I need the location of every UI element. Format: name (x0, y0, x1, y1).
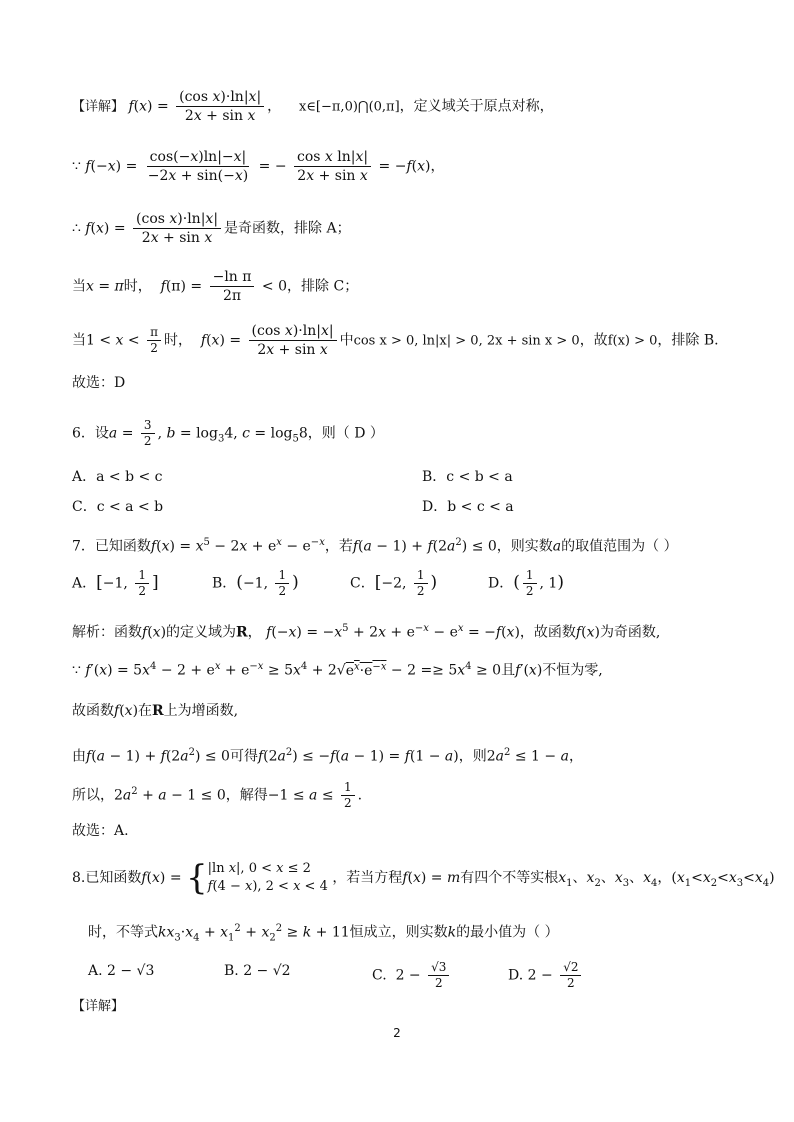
analysis-line-1: 解析：函数f(x)的定义域为R， $f(-x) = -x^5 + 2x + e^{-x} - e^x = -f(x)$，故函数f(x)为奇函数, (72, 623, 661, 641)
option-b[interactable]: B. 2 − √2 (224, 963, 291, 979)
fraction: $\frac{\text{(cos x)·ln|x|}}{\text{2x + sin x}}$ (176, 88, 264, 125)
detail-line-2: ∵ f(−x) = $\frac{\cos(-x)\ln|-x|}{-2x + \sin(-x)}$ = − $\frac{\text{cos x ln|x|}}{\text{2x + sin x}}$ = −f(x)， (72, 149, 445, 184)
question-7-stem: 7．已知函数$f(x) = x^5 - 2x + e^x - e^{-x}$，若$f(a - 1) + f(2a^2) \le 0$，则实数a的取值范围为（ ） (72, 537, 678, 555)
detail-label-2: 【详解】 (72, 999, 125, 1014)
answer-q5: 故选：D (72, 375, 126, 391)
detail-line-5: 当1 < x < $\frac{\pi}{2}$ 时， f(x) = $\frac{\text{(cos x)·ln|x|}}{\text{2x + sin x}}$ 中cos x > 0, ln|x| > 0, 2x + sin x > 0，故f(x) > 0，排除 B. (72, 323, 719, 358)
option-b[interactable]: B．(−1, $\frac{1}{2}$ ) (212, 568, 299, 598)
page-number: 2 (393, 1026, 401, 1040)
domain-expr: x∈[−π,0)⋂(0,π] (298, 99, 400, 115)
question-6-options-row2 (72, 496, 514, 518)
option-c[interactable]: C. 2 − $\frac{√3}{2}$ (372, 960, 452, 991)
answer-q7: 故选：A. (72, 823, 129, 839)
detail-line-3: ∴ f(x) = $\frac{\text{(cos x)·ln|x|}}{\text{2x + sin x}}$ 是奇函数，排除 A； (72, 211, 351, 246)
option-a[interactable]: A. 2 − √3 (88, 963, 155, 979)
option-b[interactable]: B．c < b < a (422, 469, 513, 485)
question-8-options (88, 960, 579, 990)
option-d[interactable]: D．( $\frac{1}{2}$ , 1) (488, 568, 564, 598)
detail-label: 【详解】 (72, 99, 125, 115)
domain-comment: ，定义域关于原点对称， (399, 98, 554, 115)
question-7-options (72, 568, 564, 599)
detail-line-1: 【详解】 f(x) = $\frac{\text{(cos x)·ln|x|}}{\text{2x + sin x}}$ ， x∈[−π,0)⋂(0,π]，定义域关于原点对称， (72, 89, 554, 124)
option-c[interactable]: C．c < a < b (72, 499, 164, 515)
analysis-line-3: 故函数f(x)在R上为增函数, (72, 703, 239, 719)
option-a[interactable]: A．[−1, $\frac{1}{2}$ ] (72, 568, 159, 598)
analysis-line-4: 由$f(a - 1) + f(2a^2) \le 0$可得$f(2a^2) \le -f(a - 1) = f(1 - a)$，则$2a^2 \le 1 - a$， (72, 747, 583, 765)
question-6-stem: 6．设a = $\frac{3}{2}$ , $b = \log_34$, $c = \log_58$，则（ D ） (72, 418, 384, 448)
analysis-line-5: 所以，$2a^2 + a - 1 \le 0$，解得−1 ≤ a ≤ $\frac{1}{2}$ . (72, 780, 363, 810)
question-8-stem: 8.已知函数f(x) = { |ln x|, 0 < x ≤ 2 f(4 − x), 2 < x < 4 ，若当方程f(x) = m有四个不等实根$x_1$、$x_2$、$x_3$、$x_4$，$(x_1<x_2<x_3<x_4)$ (72, 858, 775, 898)
question-6-options-row1 (72, 466, 513, 488)
option-a[interactable]: A．a < b < c (72, 469, 163, 485)
analysis-line-2: ∵ $f'(x) = 5x^4 - 2 + e^x + e^{-x} \ge 5x^4 + 2√e^x\cdot e^{-x} - 2 =\ge 5x^4 \ge 0$且f′(x)不恒为零, (72, 661, 603, 679)
option-d[interactable]: D. 2 − $\frac{√2}{2}$ (508, 960, 584, 991)
detail-line-4: 当x = π时， f(π) = $\frac{\text{−ln π}}{2\pi}$ < 0，排除 C； (72, 269, 359, 304)
odd-conclusion: 是奇函数，排除 A； (224, 220, 351, 237)
question-8-stem-cont: 时，不等式$kx_3\cdot x_4 + x_1^2 + x_2^2 \ge k + 11$恒成立，则实数k的最小值为（ ） (88, 923, 559, 944)
option-d[interactable]: D．b < c < a (422, 499, 514, 515)
option-c[interactable]: C．[−2, $\frac{1}{2}$ ) (350, 568, 438, 598)
